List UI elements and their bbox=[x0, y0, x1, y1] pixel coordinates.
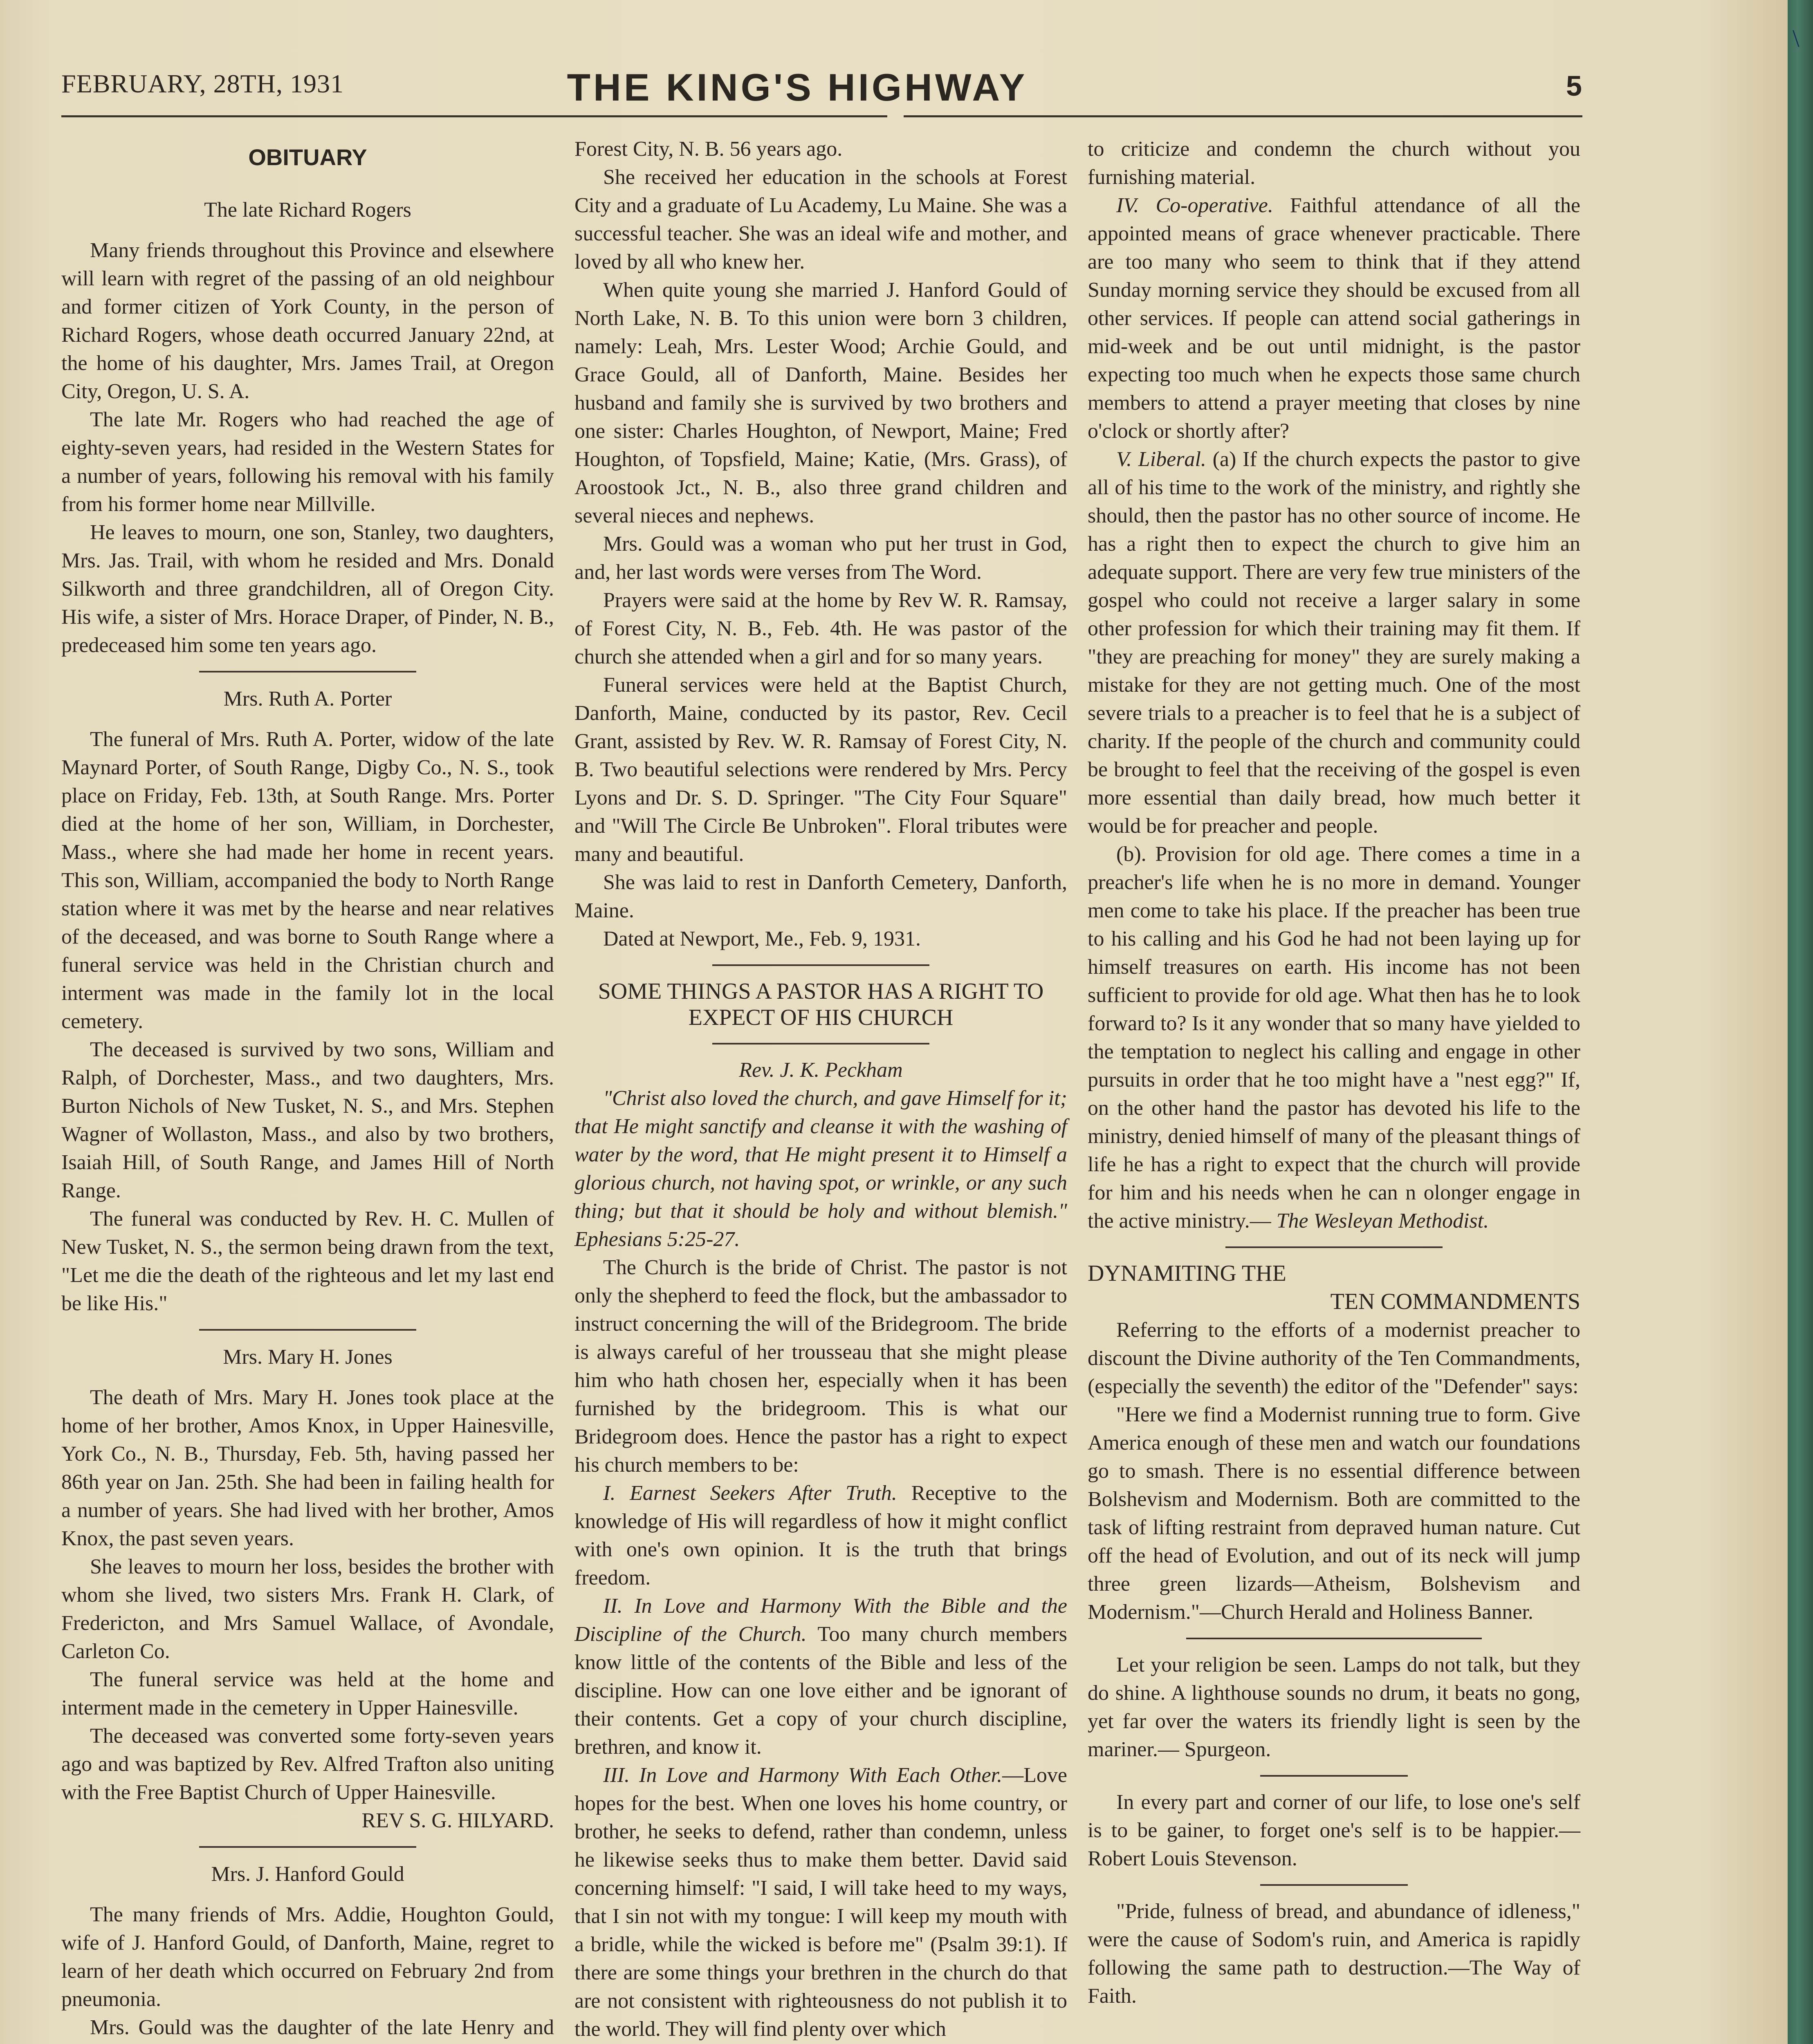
paragraph: When quite young she married J. Hanford Gould of North Lake, N. B. To this union were born 3 children, namely: Leah, Mrs. Lester Wood; Archie Gould, and Grace Gould, all of Danforth, Maine. Besides her husband and family she is survived by two brothers and one sister: Charles Houghton, of Newport, Maine; Fred Houghton, of Topsfield, Maine; Katie, (Mrs. Grass), of Aroostook Jct., N. B., also three grand children and several nieces and nephews. bbox=[574, 278, 1067, 527]
scripture-quote: "Christ also loved the church, and gave Himself for it; that He might sanctify and cleanse it with the washing of water by the word, that He might present it to Himself a glorious church, not having spot, or wrinkle, or any such thing; but that it should be holy and without blemish." Ephesians 5:25-27. bbox=[574, 1087, 1067, 1251]
column-1 bbox=[61, 135, 554, 2044]
paragraph bbox=[1088, 840, 1580, 1235]
divider bbox=[1225, 1246, 1442, 1248]
paragraph bbox=[1088, 191, 1580, 445]
point-label: IV. Co-operative. bbox=[1116, 194, 1273, 217]
paragraph: Referring to the efforts of a modernist preacher to discount the Divine authority of the Ten Commandments, (especially the seventh) the editor of the "Defender" says: bbox=[1088, 1318, 1580, 1398]
divider bbox=[1260, 1884, 1408, 1886]
paragraph: She leaves to mourn her loss, besides the brother with whom she lived, two sisters Mrs. Frank H. Clark, of Fredericton, and Mrs Samuel Wallace, of Avondale, Carleton Co. bbox=[61, 1555, 554, 1663]
point-label: V. Liberal. bbox=[1116, 448, 1206, 471]
paragraph: He leaves to mourn, one son, Stanley, two daughters, Mrs. Jas. Trail, with whom he resided and Mrs. Donald Silkworth and three grandchildren, all of Oregon City. His wife, a sister of Mrs. Horace Draper, of Pinder, N. B., predeceased him some ten years ago. bbox=[61, 521, 554, 657]
paragraph bbox=[574, 1479, 1067, 1592]
paragraph bbox=[574, 1761, 1067, 2043]
column-2 bbox=[574, 135, 1067, 2043]
point-text: (a) If the church expects the pastor to give all of his time to the work of the ministry, and rightly she should, then the pastor has no other source of income. He has a right then to expect the church to give him an adequate support. There are very few true ministers of the gospel who could not receive a larger salary in some other profession for which their training may fit them. If "they are preaching for money" they are surely making a mistake for they are not getting much. One of the most severe trials to a preacher is to feel that he is a subject of charity. If the people of the church and community could be brought to feel that the receiving of the gospel is even more essential than daily bread, how much better it would be for preacher and people. bbox=[1088, 448, 1580, 838]
page-header bbox=[0, 0, 1788, 155]
corner-mark-icon: \ bbox=[1793, 25, 1800, 52]
paragraph: The Church is the bride of Christ. The pastor is not only the shepherd to feed the flock, but the ambassador to instruct concerning the will of the Bridegroom. The bride is always careful of her trousseau that she might please him who hath chosen her, especially when it has been furnished by the bridegroom. This is what our Bridegroom does. Hence the pastor has a right to expect his church members to be: bbox=[574, 1256, 1067, 1477]
paragraph: "Here we find a Modernist running true to form. Give America enough of these men and watch our foundations go to smash. There is no essential difference between Bolshevism and Modernism. Both are committed to the task of lifting restraint from depraved human nature. Cut off the head of Evolution, and out of its neck will jump three green lizards—Atheism, Bolshevism and Modernism."—Church Herald and Holiness Banner. bbox=[1088, 1403, 1580, 1624]
paragraph: The funeral of Mrs. Ruth A. Porter, widow of the late Maynard Porter, of South Range, Digby Co., N. S., took place on Friday, Feb. 13th, at South Range. Mrs. Porter died at the home of her son, William, in Dorchester, Mass., where she had made her home in recent years. This son, William, accompanied the body to North Range station where it was met by the hearse and near relatives of the deceased, and was borne to South Range where a funeral service was held in the Christian church and interment was made in the family lot in the local cemetery. bbox=[61, 728, 554, 1033]
dateline: Dated at Newport, Me., Feb. 9, 1931. bbox=[603, 927, 921, 950]
obituary-title: Mrs. Mary H. Jones bbox=[223, 1345, 393, 1369]
article-title: SOME THINGS A PASTOR HAS A RIGHT TO EXPECT OF HIS CHURCH bbox=[598, 979, 1044, 1030]
paragraph: Prayers were said at the home by Rev W. R. Ramsay, of Forest City, N. B., Feb. 4th. He was pastor of the church she attended when a girl and for so many years. bbox=[574, 589, 1067, 668]
column-3 bbox=[1088, 135, 1580, 2010]
point-label: I. Earnest Seekers After Truth. bbox=[603, 1481, 897, 1505]
point-text: Receptive to the knowledge of His will regardless of how it might conflict with one's own opinion. It is the truth that brings freedom. bbox=[574, 1481, 1067, 1589]
paragraph: She was laid to rest in Danforth Cemetery, Danforth, Maine. bbox=[574, 871, 1067, 922]
divider bbox=[199, 1846, 416, 1848]
paragraph: She received her education in the schools at Forest City and a graduate of Lu Academy, Lu Maine. She was a successful teacher. She was an ideal wife and mother, and loved by all who knew her. bbox=[574, 166, 1067, 273]
publication-title: THE KING'S HIGHWAY bbox=[567, 66, 1028, 109]
paragraph: Many friends throughout this Province and elsewhere will learn with regret of the passing of an old neighbour and former citizen of York County, in the person of Richard Rogers, whose death occurred January 22nd, at the home of his daughter, Mrs. James Trail, at Oregon City, Oregon, U. S. A. bbox=[61, 239, 554, 403]
obituary-title: The late Richard Rogers bbox=[204, 198, 411, 222]
paragraph: The deceased is survived by two sons, William and Ralph, of Dorchester, Mass., and two daughters, Mrs. Burton Nichols of New Tusket, N. S., and Mrs. Stephen Wagner of Wollaston, Mass., and also by two brothers, Isaiah Hill, of South Range, and James Hill of North Range. bbox=[61, 1038, 554, 1202]
point-label: II. In Love and Harmony With the Bible and the Discipline of the Church. bbox=[574, 1594, 1067, 1646]
paragraph: "Pride, fulness of bread, and abundance of idleness," were the cause of Sodom's ruin, and America is rapidly following the same path to destruction.—The Way of Faith. bbox=[1088, 1900, 1580, 2008]
divider bbox=[712, 1043, 929, 1044]
paragraph bbox=[574, 1592, 1067, 1761]
paragraph: The funeral service was held at the home and interment made in the cemetery in Upper Hainesville. bbox=[61, 1668, 554, 1719]
point-text: —Love hopes for the best. When one loves his home country, or brother, he seeks to defend, rather than condemn, unless he likewise seeks thus to make them better. David said concerning himself: "I said, I will take heed to my ways, that I sin not with my tongue: I will keep my mouth with a bridle, while the wicked is before me" (Psalm 39:1). If there are some things your brethren in the church do that are not consistent with righteousness do not publish it to the world. They will find plenty over which bbox=[574, 1764, 1067, 2041]
obituary-heading: OBITUARY bbox=[248, 144, 367, 170]
paragraph: Forest City, N. B. 56 years ago. bbox=[574, 137, 843, 161]
article-title-line1: DYNAMITING THE bbox=[1088, 1261, 1286, 1286]
paragraph: The late Mr. Rogers who had reached the age of eighty-seven years, had resided in the Western States for a number of years, following his removal with his family from his former home near Millville. bbox=[61, 408, 554, 516]
paragraph: Mrs. Gould was the daughter of the late Henry and bbox=[90, 2016, 554, 2039]
issue-date: FEBRUARY, 28TH, 1931 bbox=[61, 69, 344, 98]
divider bbox=[712, 964, 929, 966]
divider bbox=[199, 671, 416, 672]
paragraph: In every part and corner of our life, to lose one's self is to be gainer, to forget one's self is to be happier.—Robert Louis Stevenson. bbox=[1088, 1791, 1580, 1870]
source-credit: The Wesleyan Methodist. bbox=[1276, 1209, 1489, 1233]
paragraph: Let your religion be seen. Lamps do not talk, but they do shine. A lighthouse sounds no drum, it beats no gong, yet far over the waters its friendly light is seen by the mariner.— Spurgeon. bbox=[1088, 1653, 1580, 1761]
paragraph: Mrs. Gould was a woman who put her trust in God, and, her last words were verses from The Word. bbox=[574, 532, 1067, 584]
divider bbox=[199, 1329, 416, 1331]
divider bbox=[1186, 1638, 1482, 1639]
paragraph bbox=[1088, 445, 1580, 840]
header-rule-right bbox=[904, 115, 1582, 117]
paragraph: to criticize and condemn the church without you furnishing material. bbox=[1088, 137, 1580, 189]
point-text: Too many church members know little of the contents of the Bible and less of the discipline. How can one love either and be ignorant of their contents. Get a copy of your church discipline, brethren, and know it. bbox=[574, 1623, 1068, 1759]
obituary-title: Mrs. Ruth A. Porter bbox=[223, 687, 392, 710]
paragraph: The many friends of Mrs. Addie, Houghton Gould, wife of J. Hanford Gould, of Danforth, Maine, regret to learn of her death which occurred on February 2nd from pneumonia. bbox=[61, 1903, 554, 2011]
point-text: (b). Provision for old age. There comes a time in a preacher's life when he is no more in demand. Younger men come to take his place. If the preacher has been true to his calling and his God he had not been laying up for himself treasures on earth. His income has not been sufficient to provide for old age. What then has he to look forward to? Is it any wonder that so many have yielded to the temptation to neglect his calling and engage in other pursuits in order that he too might have a "nest egg?" If, on the other hand the pastor has devoted his life to the ministry, denied himself of many of the pleasant things of life he has a right to expect that the church will provide for him and his needs when he can n olonger engage in the active ministry.— bbox=[1088, 843, 1580, 1233]
point-label: III. In Love and Harmony With Each Other. bbox=[603, 1764, 1003, 1787]
paragraph: The death of Mrs. Mary H. Jones took place at the home of her brother, Amos Knox, in Upper Hainesville, York Co., N. B., Thursday, Feb. 5th, having passed her 86th year on Jan. 25th. She had been in failing health for a number of years. She had lived with her brother, Amos Knox, the past seven years. bbox=[61, 1386, 554, 1550]
article-title-line2: TEN COMMANDMENTS bbox=[1330, 1289, 1580, 1314]
point-text: Faithful attendance of all the appointed means of grace whenever practicable. There are too many who seem to think that if they attend Sunday morning service they should be excused from all other services. If people can attend social gatherings in mid-week and be out until midnight, is the pastor expecting too much when he expects those same church members to attend a prayer meeting that closes by nine o'clock or shortly after? bbox=[1088, 194, 1580, 443]
divider bbox=[1260, 1775, 1408, 1777]
signature: REV S. G. HILYARD. bbox=[361, 1809, 554, 1832]
paragraph: Funeral services were held at the Baptist Church, Danforth, Maine, conducted by its pastor, Rev. Cecil Grant, assisted by Rev. W. R. Ramsay of Forest City, N. B. Two beautiful selections were rendered by Mrs. Percy Lyons and Dr. S. D. Springer. "The City Four Square" and "Will The Circle Be Unbroken". Floral tributes were many and beautiful. bbox=[574, 673, 1067, 866]
paragraph: The deceased was converted some forty-seven years ago and was baptized by Rev. Alfred Trafton also uniting with the Free Baptist Church of Upper Hainesville. bbox=[61, 1724, 554, 1804]
paragraph: The funeral was conducted by Rev. H. C. Mullen of New Tusket, N. S., the sermon being drawn from the text, "Let me die the death of the righteous and let my last end be like His." bbox=[61, 1207, 554, 1315]
article-author: Rev. J. K. Peckham bbox=[739, 1058, 903, 1082]
obituary-title: Mrs. J. Hanford Gould bbox=[211, 1862, 404, 1886]
header-rule-left bbox=[61, 115, 887, 117]
page-number: 5 bbox=[1566, 70, 1582, 102]
binding-edge bbox=[1788, 0, 1813, 2044]
